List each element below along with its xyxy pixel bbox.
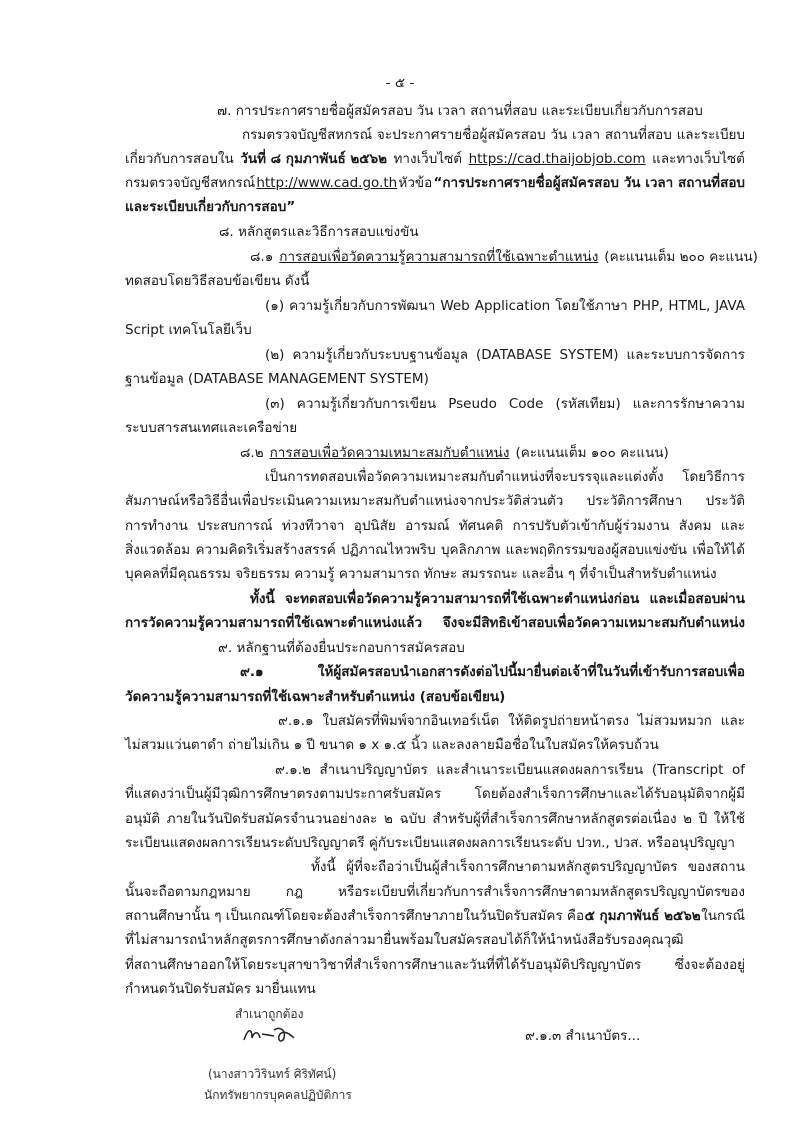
signatory-name: (นางสาววิรินทร์ ศิริทัศน์) [208, 1067, 337, 1081]
topic-item-3-cont: ระบบสารสนเทศและเครือข่าย [125, 420, 298, 436]
full-score: (คะแนนเต็ม ๑๐๐ คะแนน) [515, 445, 669, 461]
signature-scribble-icon [240, 1024, 300, 1048]
text: หัวข้อ [398, 175, 433, 191]
topic-item-1: (๑) ความรู้เกี่ยวกับการพัฒนา Web Application โดยใช้ภาษา PHP, HTML, JAVA [265, 298, 745, 314]
text: เกี่ยวกับการสอบใน [125, 151, 234, 167]
section-9-1-1-cont: ไม่สวมแว่นตาดำ ถ่ายไม่เกิน ๑ ปี ขนาด ๑ x ๑.๕ นิ้ว และลงลายมือชื่อในใบสมัครให้ครบถ้วน [125, 737, 659, 753]
section-number: ๘.๒ [240, 445, 264, 461]
continued-on-next-page: ๙.๑.๓ สำเนาบัตร... [525, 1028, 641, 1044]
signatory-position: นักทรัพยากรบุคคลปฏิบัติการ [204, 1088, 352, 1102]
announce-date: วันที่ ๘ กุมภาพันธ์ ๒๕๖๒ [240, 151, 387, 167]
section-title: การสอบเพื่อวัดความรู้ความสามารถที่ใช้เฉพาะตำแหน่ง [279, 249, 599, 265]
text: และทางเว็บไซต์ [652, 151, 745, 167]
text-line: การทำงาน ประสบการณ์ ท่วงทีวาจา อุปนิสัย อารมณ์ ทัศนคติ การปรับตัวเข้ากับผู้ร่วมงาน สังคม และ [125, 518, 745, 534]
section-7-heading: ๗. การประกาศรายชื่อผู้สมัครสอบ วัน เวลา สถานที่สอบ และระเบียบเกี่ยวกับการสอบ [217, 103, 703, 119]
text-line: กำหนดวันปิดรับสมัคร มายื่นแทน [125, 981, 316, 997]
text-line: ระเบียนแสดงผลการเรียนระดับปริญญาตรี คู่กับระเบียนแสดงผลการเรียนระดับ ปวท., ปวส. หรืออนุปริญญา [125, 835, 735, 851]
text-line: ทั้งนี้ ผู้ที่จะถือว่าเป็นผู้สำเร็จการศึกษาตามหลักสูตรปริญญาบัตร ของสถาน [311, 859, 745, 875]
page-number: - ๕ - [385, 75, 415, 91]
text: ในกรณี [701, 908, 745, 924]
topic-item-1-cont: Script เทคโนโลยีเว็บ [125, 322, 252, 338]
cad-website-link[interactable]: http://www.cad.go.th [256, 175, 398, 191]
text-line: ทั้งนี้ จะทดสอบเพื่อวัดความรู้ความสามารถที่ใช้เฉพาะตำแหน่งก่อน และเมื่อสอบผ่าน [250, 591, 745, 607]
text: กรมตรวจบัญชีสหกรณ์ [125, 175, 256, 191]
text-line: ที่แสดงว่าเป็นผู้มีวุฒิการศึกษาตรงตามประกาศรับสมัคร โดยต้องสำเร็จการศึกษาและได้รับอนุมัติจากผู้มี [125, 786, 745, 802]
topic-title-cont: และระเบียบเกี่ยวกับการสอบ” [125, 199, 296, 215]
topic-title: “การประกาศรายชื่อผู้สมัครสอบ วัน เวลา สถานที่สอบ [433, 175, 745, 191]
section-9-heading: ๙. หลักฐานที่ต้องยื่นประกอบการสมัครสอบ [218, 640, 465, 656]
closing-date: ๕ กุมภาพันธ์ ๒๕๖๒ [584, 908, 701, 924]
section-8-2-heading [240, 442, 669, 464]
topic-item-3: (๓) ความรู้เกี่ยวกับการเขียน Pseudo Code (รหัสเทียม) และการรักษาความ [265, 396, 745, 412]
text-line: อนุมัติ ภายในวันปิดรับสมัครจำนวนอย่างละ ๒ ฉบับ สำหรับผู้ที่สำเร็จการศึกษาหลักสูตรต่อเนื่อง ๒ ปี ให้ใช้ [125, 811, 745, 827]
section-9-1: ๙.๑ ให้ผู้สมัครสอบนำเอกสารดังต่อไปนี้มายื่นต่อเจ้าที่ในวันที่เข้ารับการสอบเพื่อ [240, 664, 745, 680]
section-9-1-cont: วัดความรู้ความสามารถที่ใช้เฉพาะสำหรับตำแหน่ง (สอบข้อเขียน) [125, 689, 506, 705]
section-7-line: กรมตรวจบัญชีสหกรณ์ จะประกาศรายชื่อผู้สมัครสอบ วัน เวลา สถานที่สอบ และระเบียบ [242, 127, 745, 143]
text-line: สิ่งแวดล้อม ความคิดริเริ่มสร้างสรรค์ ปฏิภาณไหวพริบ บุคลิกภาพ และพฤติกรรมของผู้สอบแข่งขัน เพื่อให้ได้ [125, 542, 745, 558]
section-9-1-2: ๙.๑.๒ สำเนาปริญญาบัตร และสำเนาระเบียนแสดงผลการเรียน (Transcript of [275, 762, 745, 778]
section-9-1-1: ๙.๑.๑ ใบสมัครที่พิมพ์จากอินเทอร์เน็ต ให้ติดรูปถ่ายหน้าตรง ไม่สวมหมวก และ [278, 713, 745, 729]
section-7-line [125, 172, 745, 194]
text: สถานศึกษานั้น ๆ เป็นเกณฑ์โดยจะต้องสำเร็จการศึกษาภายในวันปิดรับสมัคร คือ [125, 908, 585, 924]
text-line: นั้นจะถือตามกฎหมาย กฎ หรือระเบียบที่เกี่ยวกับการสำเร็จการศึกษาตามหลักสูตรปริญญาบัตรของ [125, 884, 745, 900]
topic-item-2: (๒) ความรู้เกี่ยวกับระบบฐานข้อมูล (DATABASE SYSTEM) และระบบการจัดการ [265, 347, 745, 363]
text-line [125, 905, 745, 927]
text: ทางเว็บไซต์ [393, 151, 463, 167]
certified-true-copy: สำเนาถูกต้อง [235, 1007, 304, 1021]
topic-item-2-cont: ฐานข้อมูล (DATABASE MANAGEMENT SYSTEM) [125, 371, 429, 387]
section-8-heading: ๘. หลักสูตรและวิธีการสอบแข่งขัน [219, 224, 419, 240]
text-line: การวัดความรู้ความสามารถที่ใช้เฉพาะตำแหน่งแล้ว จึงจะมีสิทธิเข้าสอบเพื่อวัดความเหมาะสมกับตำแหน่ง [125, 615, 745, 631]
section-number: ๘.๑ [250, 249, 274, 265]
full-score: (คะแนนเต็ม ๒๐๐ คะแนน) [604, 249, 758, 265]
section-7-line [125, 148, 745, 170]
section-title: การสอบเพื่อวัดความเหมาะสมกับตำแหน่ง [269, 445, 510, 461]
text-line: บุคคลที่มีคุณธรรม จริยธรรม ความรู้ ความสามารถ ทักษะ สมรรถนะ และอื่น ๆ ที่จำเป็นสำหรับตำแหน่ง [125, 566, 717, 582]
text-line: สัมภาษณ์หรือวิธีอื่นเพื่อประเมินความเหมาะสมกับตำแหน่งจากประวัติส่วนตัว ประวัติการศึกษา ประวัติ [125, 493, 745, 509]
text-line: ที่สถานศึกษาออกให้โดยระบุสาขาวิชาที่สำเร็จการศึกษาและวันที่ที่ได้รับอนุมัติปริญญาบัตร ซึ่งจะต้องอยู่ [125, 957, 745, 973]
thaijobjob-link[interactable]: https://cad.thaijobjob.com [468, 151, 646, 167]
section-8-1-heading [250, 246, 758, 268]
text-line: ที่ไม่สามารถนำหลักสูตรการศึกษาดังกล่าวมายื่นพร้อมใบสมัครสอบได้ก็ให้นำหนังสือรับรองคุณวุฒิ [125, 932, 684, 948]
text-line: ทดสอบโดยวิธีสอบข้อเขียน ดังนี้ [125, 273, 310, 289]
text-line: เป็นการทดสอบเพื่อวัดความเหมาะสมกับตำแหน่งที่จะบรรจุและแต่งตั้ง โดยวิธีการ [265, 469, 745, 485]
